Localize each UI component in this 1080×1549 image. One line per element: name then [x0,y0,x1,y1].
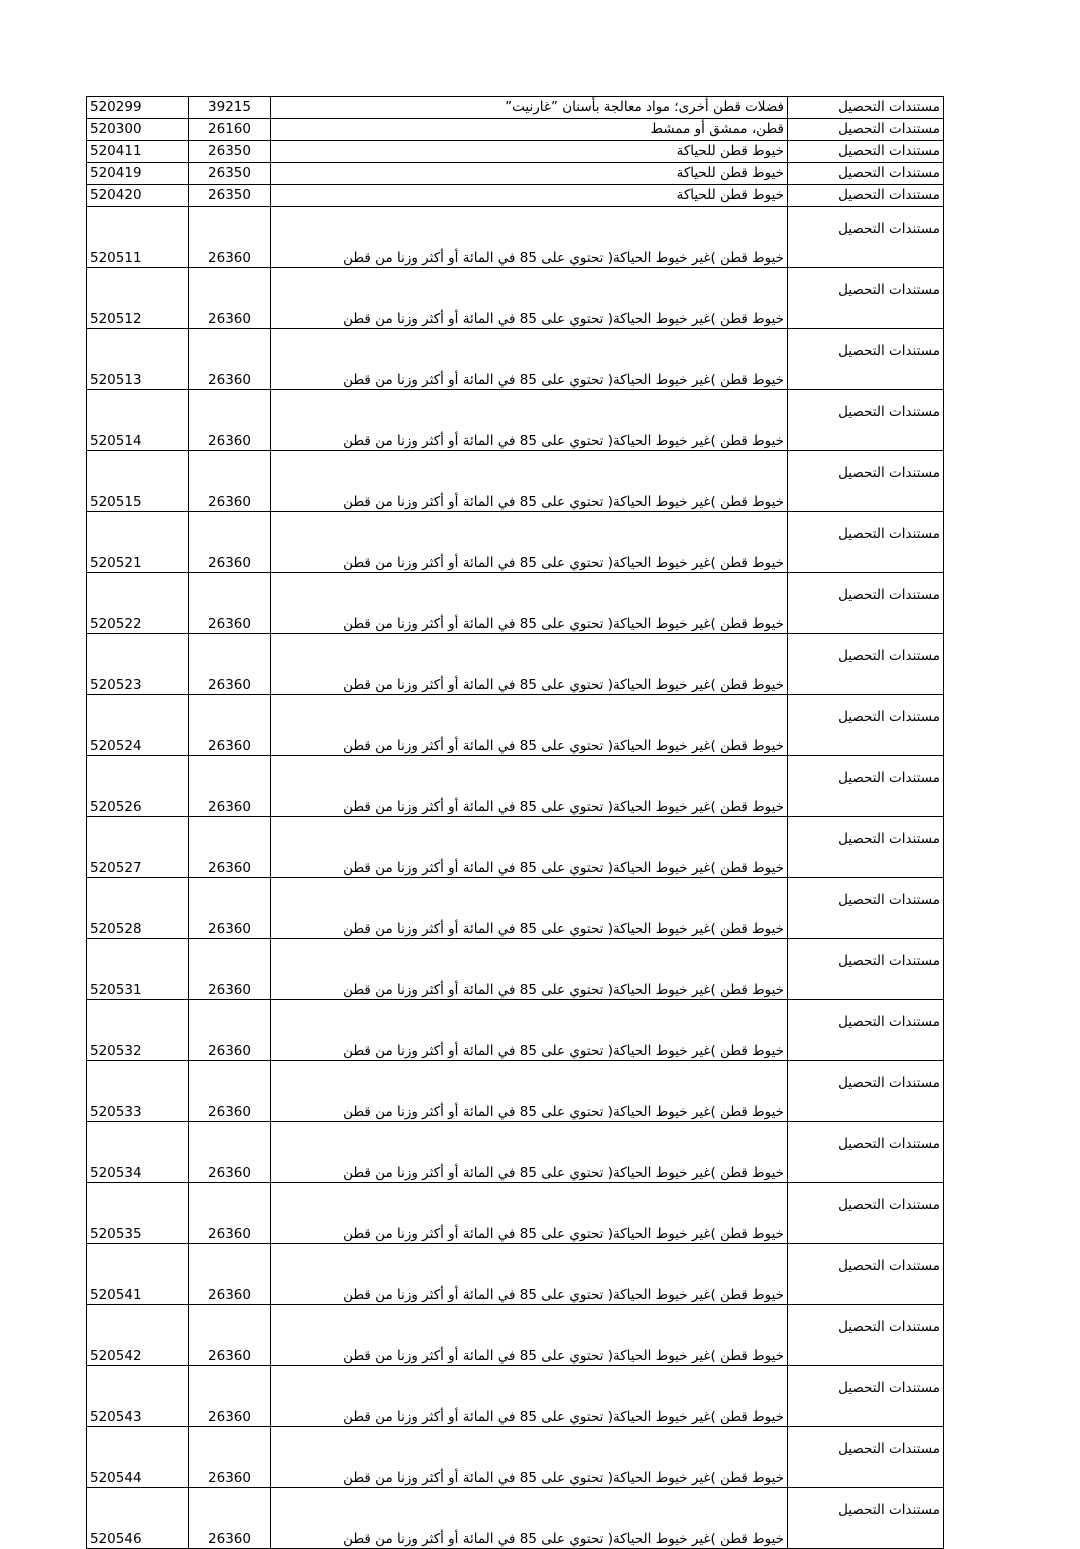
hs-code-cell: 520512 [87,268,189,329]
hs-code-cell: 520299 [87,97,189,119]
description-cell: خيوط قطن )غير خيوط الحياكة( تحتوي على 85 في المائة أو أكثر وزنا من قطن [271,695,788,756]
category-cell: مستندات التحصيل [788,634,944,695]
table-row [87,1000,944,1061]
category-cell: مستندات التحصيل [788,1427,944,1488]
description-cell: خيوط قطن )غير خيوط الحياكة( تحتوي على 85 في المائة أو أكثر وزنا من قطن [271,1488,788,1549]
hs-code-cell: 520514 [87,390,189,451]
category-cell: مستندات التحصيل [788,1122,944,1183]
reference-number-cell: 26360 [189,1427,271,1488]
reference-number-cell: 26360 [189,390,271,451]
tariff-table-body [87,97,944,1549]
table-row [87,185,944,207]
tariff-table [86,96,944,1549]
description-cell: خيوط قطن للحياكة [271,163,788,185]
description-cell: قطن، ممشق أو ممشط [271,119,788,141]
description-cell: فضلات قطن أخرى؛ مواد معالجة بأسنان ”غارنيت” [271,97,788,119]
table-row [87,695,944,756]
category-cell: مستندات التحصيل [788,1061,944,1122]
table-row [87,1488,944,1549]
description-cell: خيوط قطن )غير خيوط الحياكة( تحتوي على 85 في المائة أو أكثر وزنا من قطن [271,756,788,817]
reference-number-cell: 26360 [189,634,271,695]
table-row [87,1061,944,1122]
hs-code-cell: 520533 [87,1061,189,1122]
hs-code-cell: 520544 [87,1427,189,1488]
hs-code-cell: 520535 [87,1183,189,1244]
category-cell: مستندات التحصيل [788,573,944,634]
table-row [87,1427,944,1488]
reference-number-cell: 26360 [189,268,271,329]
description-cell: خيوط قطن للحياكة [271,141,788,163]
table-row [87,1366,944,1427]
table-row [87,141,944,163]
table-row [87,207,944,268]
table-row [87,573,944,634]
hs-code-cell: 520515 [87,451,189,512]
table-row [87,329,944,390]
reference-number-cell: 26360 [189,817,271,878]
hs-code-cell: 520531 [87,939,189,1000]
reference-number-cell: 26360 [189,1305,271,1366]
reference-number-cell: 26160 [189,119,271,141]
description-cell: خيوط قطن )غير خيوط الحياكة( تحتوي على 85 في المائة أو أكثر وزنا من قطن [271,390,788,451]
hs-code-cell: 520419 [87,163,189,185]
category-cell: مستندات التحصيل [788,329,944,390]
reference-number-cell: 39215 [189,97,271,119]
category-cell: مستندات التحصيل [788,1000,944,1061]
reference-number-cell: 26360 [189,451,271,512]
description-cell: خيوط قطن )غير خيوط الحياكة( تحتوي على 85 في المائة أو أكثر وزنا من قطن [271,1366,788,1427]
hs-code-cell: 520527 [87,817,189,878]
description-cell: خيوط قطن )غير خيوط الحياكة( تحتوي على 85 في المائة أو أكثر وزنا من قطن [271,878,788,939]
category-cell: مستندات التحصيل [788,97,944,119]
category-cell: مستندات التحصيل [788,756,944,817]
hs-code-cell: 520300 [87,119,189,141]
category-cell: مستندات التحصيل [788,207,944,268]
category-cell: مستندات التحصيل [788,141,944,163]
reference-number-cell: 26350 [189,141,271,163]
reference-number-cell: 26360 [189,695,271,756]
reference-number-cell: 26360 [189,1183,271,1244]
hs-code-cell: 520521 [87,512,189,573]
description-cell: خيوط قطن )غير خيوط الحياكة( تحتوي على 85 في المائة أو أكثر وزنا من قطن [271,634,788,695]
category-cell: مستندات التحصيل [788,185,944,207]
reference-number-cell: 26360 [189,1366,271,1427]
table-row [87,1244,944,1305]
hs-code-cell: 520420 [87,185,189,207]
reference-number-cell: 26360 [189,329,271,390]
table-row [87,163,944,185]
description-cell: خيوط قطن )غير خيوط الحياكة( تحتوي على 85 في المائة أو أكثر وزنا من قطن [271,451,788,512]
description-cell: خيوط قطن )غير خيوط الحياكة( تحتوي على 85 في المائة أو أكثر وزنا من قطن [271,1061,788,1122]
description-cell: خيوط قطن )غير خيوط الحياكة( تحتوي على 85 في المائة أو أكثر وزنا من قطن [271,207,788,268]
category-cell: مستندات التحصيل [788,451,944,512]
hs-code-cell: 520543 [87,1366,189,1427]
category-cell: مستندات التحصيل [788,268,944,329]
description-cell: خيوط قطن )غير خيوط الحياكة( تحتوي على 85 في المائة أو أكثر وزنا من قطن [271,573,788,634]
reference-number-cell: 26360 [189,1488,271,1549]
description-cell: خيوط قطن )غير خيوط الحياكة( تحتوي على 85 في المائة أو أكثر وزنا من قطن [271,1244,788,1305]
reference-number-cell: 26360 [189,1122,271,1183]
hs-code-cell: 520528 [87,878,189,939]
reference-number-cell: 26360 [189,939,271,1000]
reference-number-cell: 26360 [189,878,271,939]
table-row [87,268,944,329]
category-cell: مستندات التحصيل [788,163,944,185]
hs-code-cell: 520523 [87,634,189,695]
table-row [87,390,944,451]
reference-number-cell: 26360 [189,756,271,817]
table-row [87,1122,944,1183]
description-cell: خيوط قطن )غير خيوط الحياكة( تحتوي على 85 في المائة أو أكثر وزنا من قطن [271,1305,788,1366]
description-cell: خيوط قطن للحياكة [271,185,788,207]
hs-code-cell: 520411 [87,141,189,163]
category-cell: مستندات التحصيل [788,939,944,1000]
hs-code-cell: 520534 [87,1122,189,1183]
hs-code-cell: 520524 [87,695,189,756]
reference-number-cell: 26360 [189,1061,271,1122]
category-cell: مستندات التحصيل [788,878,944,939]
hs-code-cell: 520532 [87,1000,189,1061]
category-cell: مستندات التحصيل [788,1488,944,1549]
reference-number-cell: 26350 [189,185,271,207]
category-cell: مستندات التحصيل [788,512,944,573]
reference-number-cell: 26360 [189,1000,271,1061]
description-cell: خيوط قطن )غير خيوط الحياكة( تحتوي على 85 في المائة أو أكثر وزنا من قطن [271,329,788,390]
table-row [87,1305,944,1366]
category-cell: مستندات التحصيل [788,1366,944,1427]
category-cell: مستندات التحصيل [788,695,944,756]
hs-code-cell: 520526 [87,756,189,817]
hs-code-cell: 520546 [87,1488,189,1549]
category-cell: مستندات التحصيل [788,1183,944,1244]
description-cell: خيوط قطن )غير خيوط الحياكة( تحتوي على 85 في المائة أو أكثر وزنا من قطن [271,1183,788,1244]
reference-number-cell: 26350 [189,163,271,185]
hs-code-cell: 520541 [87,1244,189,1305]
description-cell: خيوط قطن )غير خيوط الحياكة( تحتوي على 85 في المائة أو أكثر وزنا من قطن [271,939,788,1000]
table-row [87,939,944,1000]
table-row [87,878,944,939]
table-row [87,1183,944,1244]
hs-code-cell: 520513 [87,329,189,390]
category-cell: مستندات التحصيل [788,1305,944,1366]
category-cell: مستندات التحصيل [788,390,944,451]
table-row [87,451,944,512]
reference-number-cell: 26360 [189,1244,271,1305]
hs-code-cell: 520542 [87,1305,189,1366]
table-row [87,512,944,573]
description-cell: خيوط قطن )غير خيوط الحياكة( تحتوي على 85 في المائة أو أكثر وزنا من قطن [271,1122,788,1183]
description-cell: خيوط قطن )غير خيوط الحياكة( تحتوي على 85 في المائة أو أكثر وزنا من قطن [271,1427,788,1488]
table-row [87,634,944,695]
hs-code-cell: 520522 [87,573,189,634]
reference-number-cell: 26360 [189,573,271,634]
category-cell: مستندات التحصيل [788,119,944,141]
description-cell: خيوط قطن )غير خيوط الحياكة( تحتوي على 85 في المائة أو أكثر وزنا من قطن [271,817,788,878]
table-row [87,97,944,119]
table-row [87,119,944,141]
category-cell: مستندات التحصيل [788,1244,944,1305]
description-cell: خيوط قطن )غير خيوط الحياكة( تحتوي على 85 في المائة أو أكثر وزنا من قطن [271,268,788,329]
reference-number-cell: 26360 [189,512,271,573]
hs-code-cell: 520511 [87,207,189,268]
table-row [87,756,944,817]
description-cell: خيوط قطن )غير خيوط الحياكة( تحتوي على 85 في المائة أو أكثر وزنا من قطن [271,1000,788,1061]
description-cell: خيوط قطن )غير خيوط الحياكة( تحتوي على 85 في المائة أو أكثر وزنا من قطن [271,512,788,573]
category-cell: مستندات التحصيل [788,817,944,878]
reference-number-cell: 26360 [189,207,271,268]
table-row [87,817,944,878]
